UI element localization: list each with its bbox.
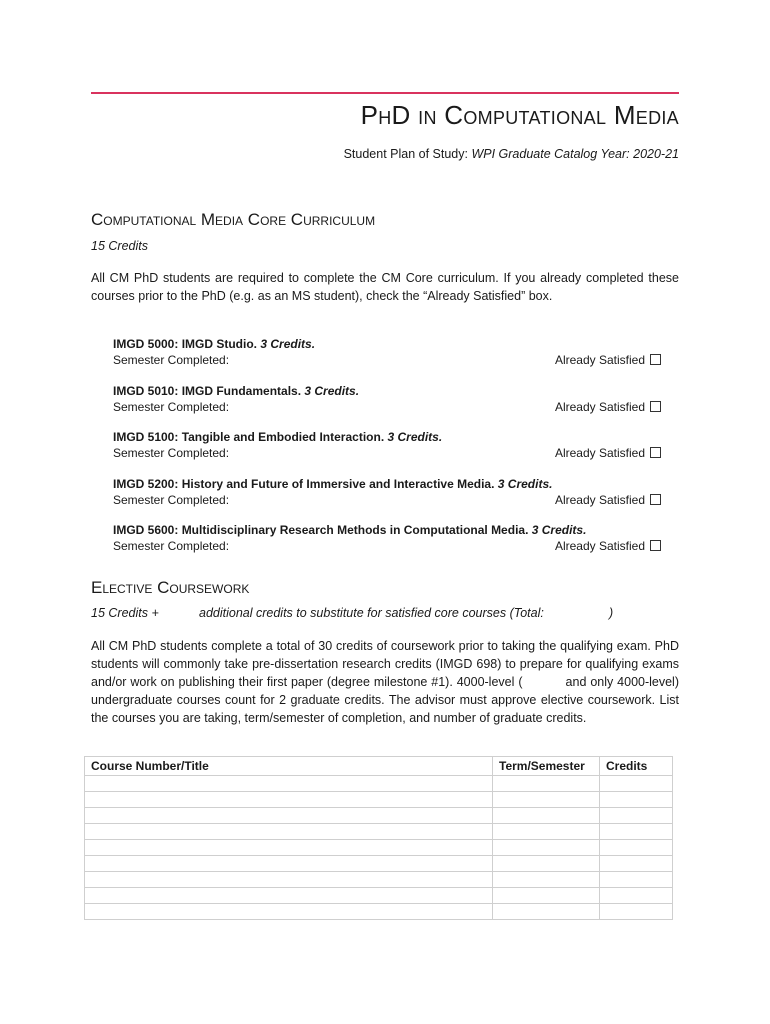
course-number-title-header: Course Number/Title bbox=[85, 757, 493, 776]
core-course bbox=[113, 383, 661, 415]
table-row bbox=[85, 872, 673, 888]
core-course bbox=[113, 429, 661, 461]
table-row bbox=[85, 840, 673, 856]
coursework-table bbox=[84, 756, 673, 920]
term-cell[interactable] bbox=[493, 824, 600, 840]
core-heading: Computational Media Core Curriculum bbox=[91, 210, 376, 229]
already-satisfied-checkbox[interactable] bbox=[650, 494, 661, 505]
elective-credits-prefix: 15 Credits + bbox=[91, 606, 159, 620]
table-row bbox=[85, 824, 673, 840]
elective-credits bbox=[91, 606, 651, 624]
credits-cell[interactable] bbox=[600, 888, 673, 904]
credits-cell[interactable] bbox=[600, 808, 673, 824]
table-row bbox=[85, 888, 673, 904]
term-cell[interactable] bbox=[493, 888, 600, 904]
credits-cell[interactable] bbox=[600, 904, 673, 920]
elective-intro: All CM PhD students complete a total of 30 credits of coursework prior to taking the qualifying exam. PhD students will commonly take pre-dissertation research credits (IMGD 698) to prepare for qualifying exams and/or work on publishing their first paper (degree milestone #1). 4000-level ( and only 4000-level) undergraduate courses count for 2 graduate credits. The advisor must approve elective coursework. List the courses you are taking, term/semester of completion, and number of graduate credits. bbox=[91, 639, 680, 725]
course-title: IMGD 5000: IMGD Studio. 3 Credits. bbox=[113, 337, 316, 351]
table-row bbox=[85, 856, 673, 872]
course-cell[interactable] bbox=[85, 840, 493, 856]
semester-completed-label: Semester Completed: bbox=[113, 353, 230, 367]
already-satisfied: Already Satisfied bbox=[555, 445, 661, 461]
page-title: PhD in Computational Media bbox=[360, 100, 679, 130]
elective-credits-close: ) bbox=[609, 606, 614, 620]
semester-completed-label: Semester Completed: bbox=[113, 493, 230, 507]
table-row bbox=[85, 808, 673, 824]
credits-cell[interactable] bbox=[600, 792, 673, 808]
term-cell[interactable] bbox=[493, 856, 600, 872]
course-cell[interactable] bbox=[85, 808, 493, 824]
table-row bbox=[85, 904, 673, 920]
course-title: IMGD 5010: IMGD Fundamentals. 3 Credits. bbox=[113, 384, 360, 398]
term-cell[interactable] bbox=[493, 904, 600, 920]
course-cell[interactable] bbox=[85, 792, 493, 808]
already-satisfied-checkbox[interactable] bbox=[650, 354, 661, 365]
course-cell[interactable] bbox=[85, 872, 493, 888]
already-satisfied-checkbox[interactable] bbox=[650, 401, 661, 412]
credits-header: Credits bbox=[600, 757, 673, 776]
credits-cell[interactable] bbox=[600, 840, 673, 856]
page-subtitle bbox=[344, 147, 679, 161]
course-cell[interactable] bbox=[85, 824, 493, 840]
core-credits: 15 Credits bbox=[91, 239, 148, 253]
semester-completed-label: Semester Completed: bbox=[113, 446, 230, 460]
credits-cell[interactable] bbox=[600, 776, 673, 792]
term-semester-header: Term/Semester bbox=[493, 757, 600, 776]
core-intro: All CM PhD students are required to complete the CM Core curriculum. If you already completed these courses prior to the PhD (e.g. as an MS student), check the “Already Satisfied” box. bbox=[91, 271, 679, 303]
semester-completed-label: Semester Completed: bbox=[113, 400, 230, 414]
term-cell[interactable] bbox=[493, 792, 600, 808]
already-satisfied: Already Satisfied bbox=[555, 399, 661, 415]
term-cell[interactable] bbox=[493, 808, 600, 824]
table-header-row bbox=[85, 757, 673, 776]
course-title: IMGD 5600: Multidisciplinary Research Methods in Computational Media. 3 Credits. bbox=[113, 523, 587, 537]
semester-completed-label: Semester Completed: bbox=[113, 539, 230, 553]
already-satisfied-checkbox[interactable] bbox=[650, 447, 661, 458]
course-cell[interactable] bbox=[85, 888, 493, 904]
table-row bbox=[85, 792, 673, 808]
course-cell[interactable] bbox=[85, 776, 493, 792]
term-cell[interactable] bbox=[493, 776, 600, 792]
subtitle-prefix: Student Plan of Study: bbox=[343, 147, 472, 161]
subtitle-catalog-year: WPI Graduate Catalog Year: 2020-21 bbox=[471, 147, 679, 161]
course-cell[interactable] bbox=[85, 904, 493, 920]
already-satisfied: Already Satisfied bbox=[555, 492, 661, 508]
header-rule bbox=[91, 92, 679, 94]
term-cell[interactable] bbox=[493, 872, 600, 888]
term-cell[interactable] bbox=[493, 840, 600, 856]
credits-cell[interactable] bbox=[600, 824, 673, 840]
course-title: IMGD 5200: History and Future of Immersive and Interactive Media. 3 Credits. bbox=[113, 477, 553, 491]
elective-credits-text: additional credits to substitute for satisfied core courses (Total: bbox=[199, 606, 544, 620]
elective-heading: Elective Coursework bbox=[91, 578, 250, 597]
core-course bbox=[113, 522, 661, 554]
already-satisfied: Already Satisfied bbox=[555, 352, 661, 368]
core-course bbox=[113, 476, 661, 508]
credits-cell[interactable] bbox=[600, 856, 673, 872]
already-satisfied-checkbox[interactable] bbox=[650, 540, 661, 551]
core-course bbox=[113, 336, 661, 368]
credits-cell[interactable] bbox=[600, 872, 673, 888]
already-satisfied: Already Satisfied bbox=[555, 538, 661, 554]
table-row bbox=[85, 776, 673, 792]
course-cell[interactable] bbox=[85, 856, 493, 872]
course-title: IMGD 5100: Tangible and Embodied Interaction. 3 Credits. bbox=[113, 430, 443, 444]
